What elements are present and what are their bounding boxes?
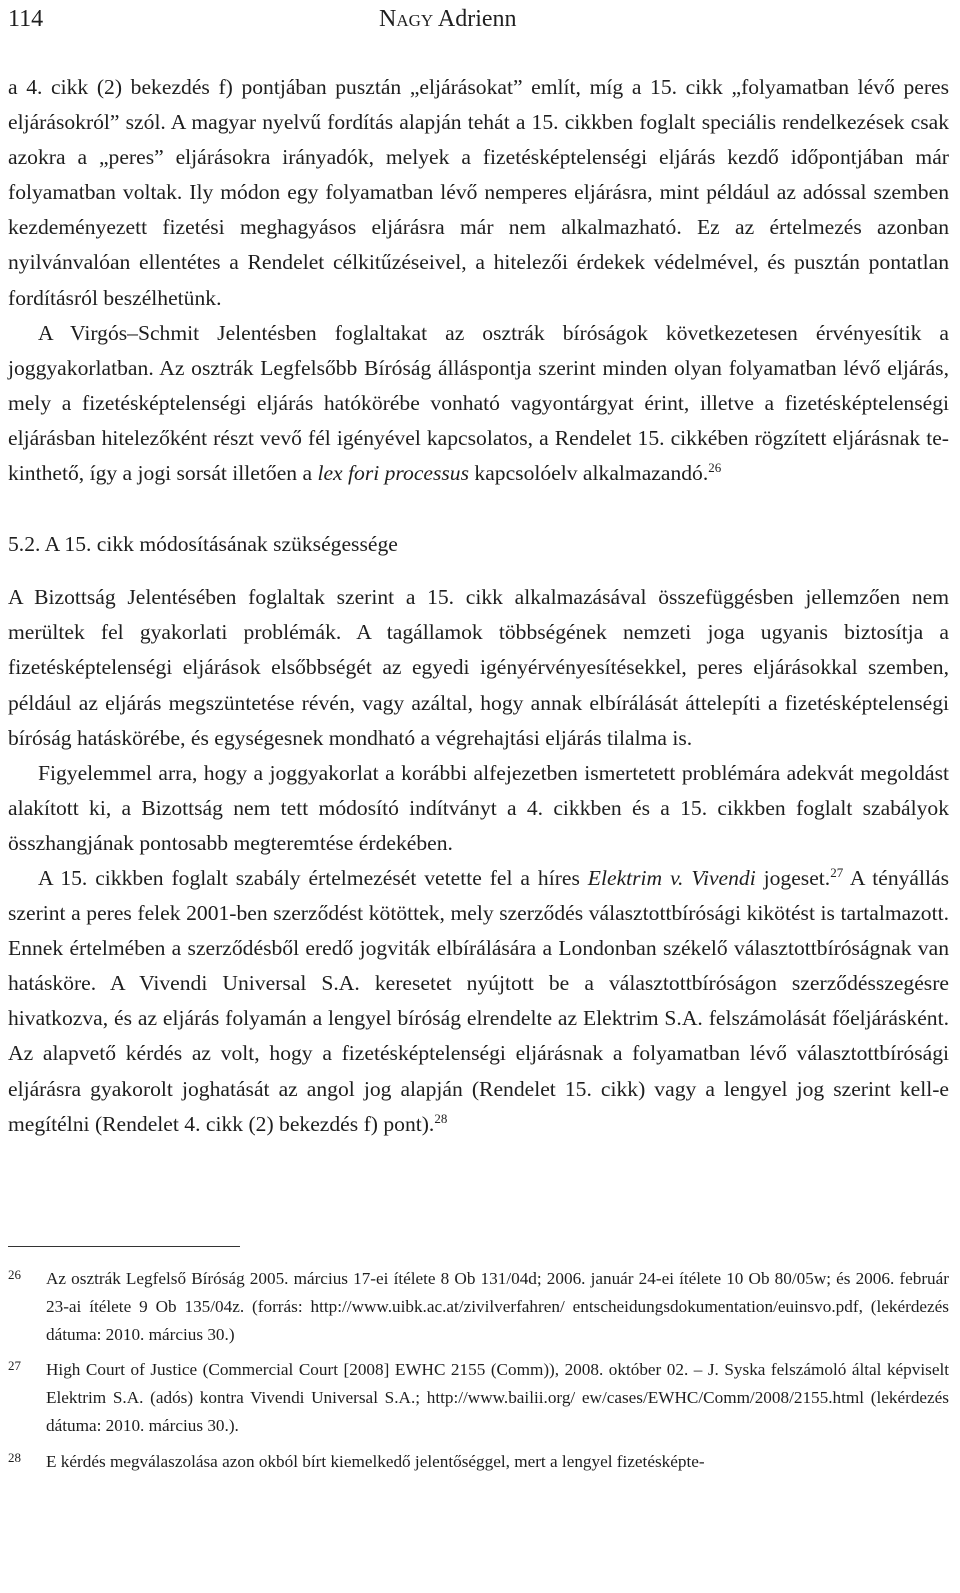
running-header	[8, 2, 952, 36]
paragraph-5-text-b: jogeset.	[755, 865, 831, 890]
footnote-ref-26[interactable]: 26	[708, 459, 722, 475]
paragraph-3: A Bizottság Jelentésében foglaltak szerint a 15. cikk alkalmazásával összefüggésben jellemzően nem merültek fel gyakorlati problémák. A tagállamok többségének nemzeti joga ugyanis biztosítja a fizetésképtelenségi eljárások elsőbbségét az egyedi igényérvényesítésekkel, peres eljárásokkal szemben, például az eljárás megszüntetése révén, vagy azáltal, hogy annak elbírálását áttelepíti a fizetésképtelenségi bíróság hatáskörébe, és egységesnek mondható a végrehajtási eljárás tilalma is.	[8, 585, 949, 750]
footnote-ref-27[interactable]: 27	[830, 864, 844, 880]
footnote-text: E kérdés megválaszolása azon okból bírt kiemelkedő jelentőséggel, mert a lengyel fizetésképte-	[46, 1451, 705, 1471]
author-surname-rest: agy	[396, 6, 434, 32]
paragraph-5-italic: Elektrim v. Vivendi	[587, 865, 756, 890]
footnote-28	[8, 1448, 949, 1476]
footnote-number: 26	[8, 1267, 21, 1282]
paragraph-4: Figyelemmel arra, hogy a joggyakorlat a korábbi alfejezetben ismertetett problémára adekvát megoldást alakított ki, a Bizottság nem tett módosító indítványt a 4. cikkben és a 15. cikkben foglalt szabályok összhangjának pontosabb megteremtése érdekében.	[8, 760, 949, 855]
paragraph-2	[8, 316, 949, 491]
running-header-author	[379, 2, 517, 36]
paragraph-5-text-a: A 15. cikkben foglalt szabály értelmezését vetette fel a híres	[38, 865, 588, 890]
page-number: 114	[8, 6, 44, 32]
footnote-text: Az osztrák Legfelső Bíróság 2005. március 17-ei ítélete 8 Ob 131/04d; 2006. január 24-ei ítélete 10 Ob 80/05w; és 2006. február 23-ai ítélete 9 Ob 135/04z. (forrás: http://www.uibk.ac.at/zivilverfahren/ entscheidungsdokumentation/euinsvo.pdf, (lekérdezés dátuma: 2010. március 30.)	[46, 1269, 949, 1344]
author-initial: N	[379, 6, 397, 32]
paragraph-2-text-b: kapcsolóelv alkalmazandó.	[469, 461, 709, 486]
footnote-separator	[8, 1246, 240, 1247]
paragraph-2-text-a: A Virgós–Schmit Jelentésben foglaltakat az osztrák bíróságok következetesen érvényesítik a joggyakorlatban. Az osztrák Legfelsőbb Bíróság álláspontja szerint minden olyan folyamatban lévő eljárás, mely a fizetésképtelenségi eljárás hatókörébe vonható vagyontárgyat érint, illetve a fizetésképtelenségi eljárásban hitelezőként részt vevő fél igényével kapcsolatos, a Rendelet 15. cikkében rögzített eljárásnak tekinthető, így a jogi sorsát illetően a	[8, 320, 949, 486]
author-given-name: Adrienn	[437, 6, 517, 32]
paragraph-2-italic: lex fori processus	[317, 461, 469, 486]
footnotes	[8, 1265, 949, 1484]
section-heading: 5.2. A 15. cikk módosításának szükségessége	[8, 532, 398, 557]
footnote-text: High Court of Justice (Commercial Court [2008] EWHC 2155 (Comm)), 2008. október 02. – J. Syska felszámoló által képviselt Elektrim S.A. (adós) kontra Vivendi Universal S.A.; http://www.bailii.org/ ew/cases/EWHC/Comm/2008/2155.html (lekérdezés dátuma: 2010. március 30.).	[46, 1360, 949, 1435]
body-text	[8, 70, 949, 1142]
footnote-26	[8, 1265, 949, 1348]
paragraph-5	[8, 861, 949, 1142]
paragraph-5-text-c: A tényállás szerint a peres felek 2001-ben szerződést kötöttek, mely szerződés választottbírósági kikötést is tartalmazott. Ennek értelmében a szerződésből eredő jogviták elbírálására a Londonban székelő választottbíróságnak van hatásköre. A Vivendi Universal S.A. keresetet nyújtott be a választottbíróságon szerződésszegésre hivatkozva, és az eljárás folyamán a lengyel bíróság elrendelte az Elektrim S.A. felszámolását főeljárásként. Az alapvető kérdés az volt, hogy a fizetésképtelenségi eljárásnak a folyamatban lévő választottbírósági eljárásra gyakorolt joghatását az angol jog alapján (Rendelet 15. cikk) vagy a lengyel jog szerint kell-e megítélni (Rendelet 4. cikk (2) bekezdés f) pont).	[8, 865, 949, 1136]
footnote-ref-28[interactable]: 28	[434, 1110, 448, 1126]
footnote-27	[8, 1356, 949, 1439]
paragraph-1: a 4. cikk (2) bekezdés f) pontjában pusztán „eljárásokat” említ, míg a 15. cikk „folyamatban lévő peres eljárásokról” szól. A magyar nyelvű fordítás alapján tehát a 15. cikkben foglalt speciális rendelkezések csak azokra a „peres” eljárásokra irányadók, melyek a fizetésképtelenségi eljárás kezdő időpontjában már folyamatban voltak. Ily módon egy folyamatban lévő nemperes eljárásra, mint például az adóssal szemben kezdeményezett fizetési meghagyásos eljárásra már nem alkalmazható. Ez az értelmezés azonban nyilvánvalóan ellentétes a Rendelet célkitűzéseivel, a hitelezői érdekek védelmével, és pusztán pontatlan fordításról beszélhetünk.	[8, 75, 949, 310]
footnote-number: 27	[8, 1358, 21, 1374]
footnote-number: 28	[8, 1449, 21, 1465]
